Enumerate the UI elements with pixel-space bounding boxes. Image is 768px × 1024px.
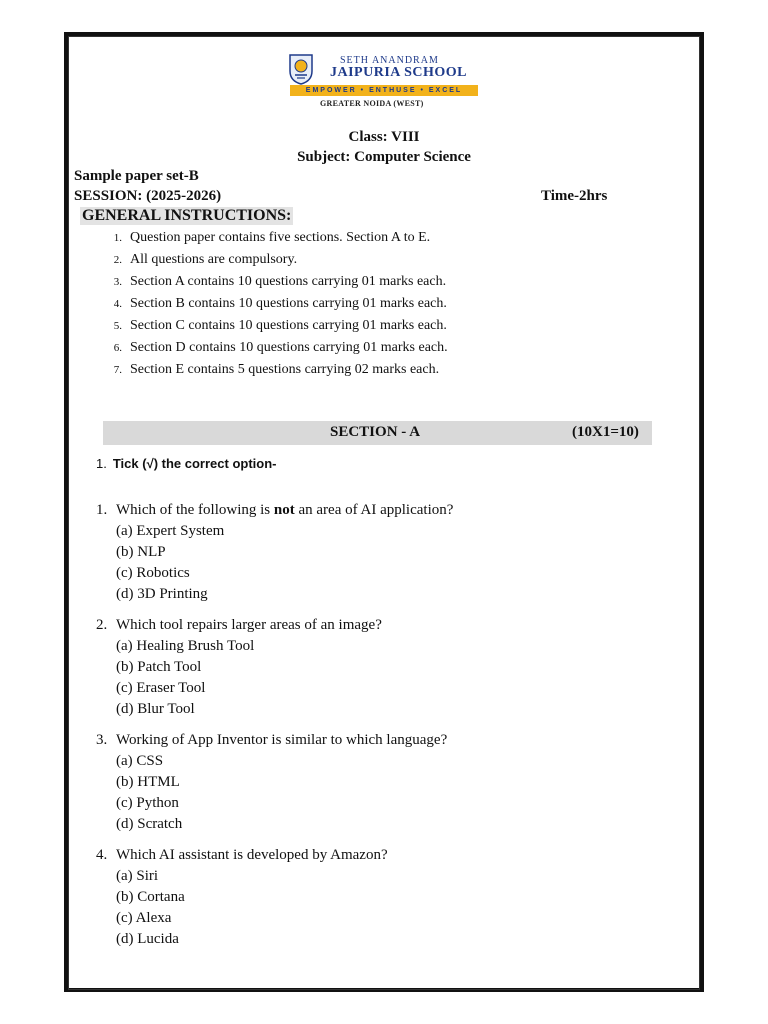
option-c: (c) Alexa (116, 910, 172, 926)
instruction-item: 1. Question paper contains five sections. Section A to E. (113, 230, 431, 245)
option-d: (d) Scratch (116, 816, 183, 832)
option-b: (b) Patch Tool (116, 659, 202, 675)
option-c: (c) Python (116, 795, 179, 811)
option-a: (a) Healing Brush Tool (116, 638, 255, 654)
subject-title: Subject: Computer Science (297, 149, 471, 165)
instruction-item: 3. Section A contains 10 questions carrying 01 marks each. (113, 274, 447, 289)
question-text: 3. Working of App Inventor is similar to which language? (96, 732, 448, 748)
option-a: (a) Expert System (116, 523, 225, 539)
option-a: (a) Siri (116, 868, 159, 884)
session-label: SESSION: (2025-2026) (74, 188, 222, 204)
question-text: 4. Which AI assistant is developed by Amazon? (96, 847, 388, 863)
instruction-item: 2. All questions are compulsory. (113, 252, 298, 267)
option-d: (d) 3D Printing (116, 586, 208, 602)
instruction-item: 6. Section D contains 10 questions carrying 01 marks each. (113, 340, 448, 355)
school-logo (288, 53, 484, 109)
instruction-item: 7. Section E contains 5 questions carrying 02 marks each. (113, 362, 440, 377)
section-a-marks: (10X1=10) (572, 424, 639, 440)
option-d: (d) Blur Tool (116, 701, 195, 717)
instruction-item: 5. Section C contains 10 questions carrying 01 marks each. (113, 318, 447, 333)
school-crest-icon (288, 53, 314, 85)
logo-tagline: EMPOWER • ENTHUSE • EXCEL (290, 85, 478, 96)
option-c: (c) Robotics (116, 565, 190, 581)
time-label: Time-2hrs (541, 188, 608, 204)
option-b: (b) Cortana (116, 889, 185, 905)
logo-line2: JAIPURIA SCHOOL (330, 65, 468, 80)
class-title: Class: VIII (348, 129, 420, 145)
option-d: (d) Lucida (116, 931, 179, 947)
logo-line1: SETH ANANDRAM (340, 55, 439, 66)
logo-location: GREATER NOIDA (WEST) (320, 99, 424, 108)
option-b: (b) HTML (116, 774, 180, 790)
question-text: 1. Which of the following is not an area of AI application? (96, 502, 454, 518)
section-a-title: SECTION - A (330, 424, 421, 440)
option-b: (b) NLP (116, 544, 166, 560)
option-c: (c) Eraser Tool (116, 680, 206, 696)
sample-set-label: Sample paper set-B (74, 168, 199, 184)
option-a: (a) CSS (116, 753, 164, 769)
instructions-title: GENERAL INSTRUCTIONS: (82, 207, 292, 224)
instruction-item: 4. Section B contains 10 questions carrying 01 marks each. (113, 296, 447, 311)
question-text: 2. Which tool repairs larger areas of an image? (96, 617, 382, 633)
section-a-heading: 1. Tick (√) the correct option- (96, 456, 277, 471)
